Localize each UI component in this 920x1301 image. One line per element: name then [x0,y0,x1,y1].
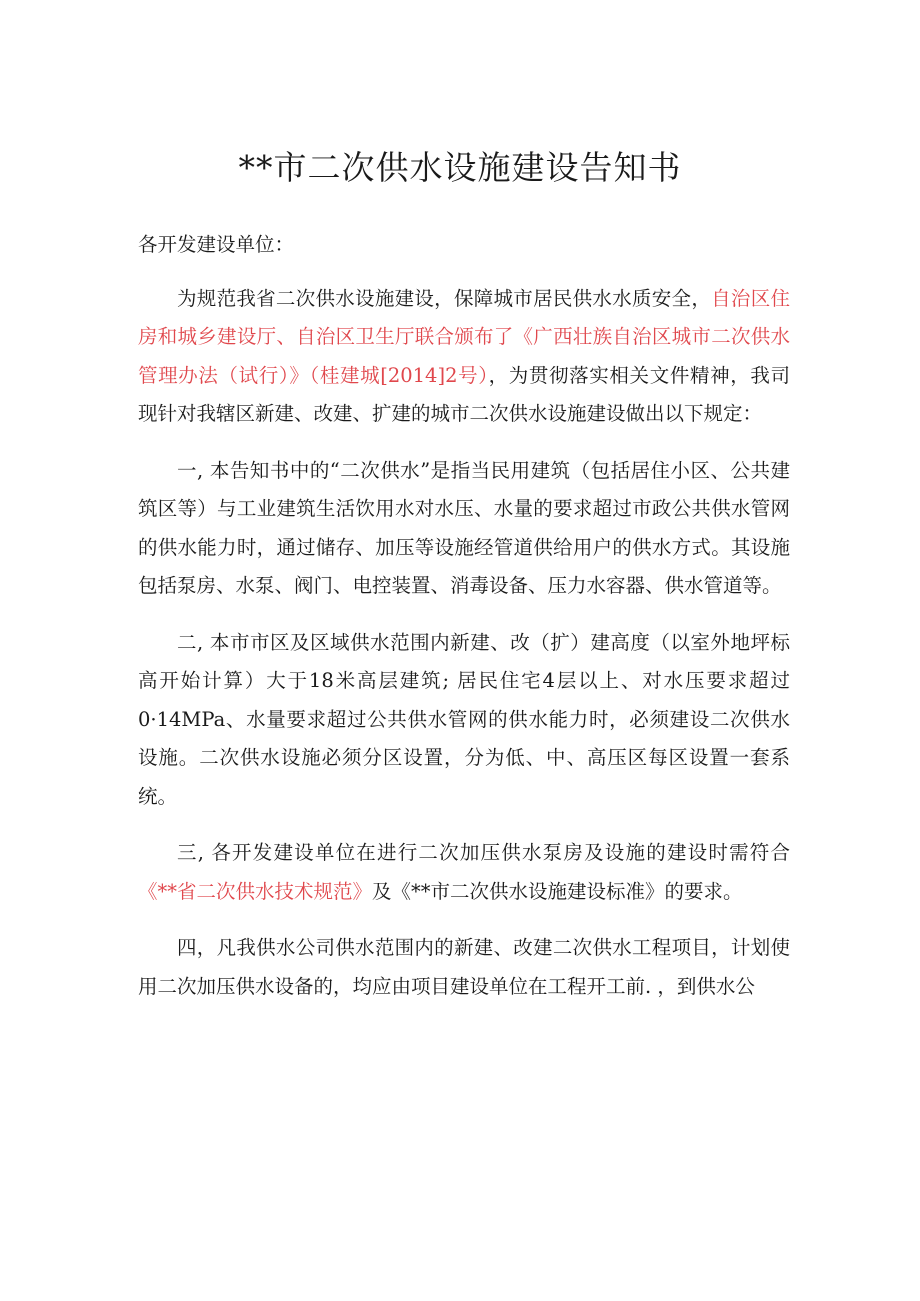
clause-3-text-2: 及《**市二次供水设施建设标准》的要求。 [372,879,743,903]
clause-4-text: 四，凡我供水公司供水范围内的新建、改建二次供水工程项目，计划使用二次加压供水设备的，均应由项目建设单位在工程开工前. ，到供水公 [138,936,790,998]
document-body [138,226,790,1024]
paragraph-clause-3 [138,834,790,911]
document-title: **市二次供水设施建设告知书 [238,148,682,187]
clause-2-text: 二, 本市市区及区域供水范围内新建、改（扩）建高度（以室外地坪标高开始计算）大于18米高层建筑; 居民住宅4层以上、对水压要求超过0·14MPa、水量要求超过公共供水管网的供水能力时，必须建设二次供水设施。二次供水设施必须分区设置，分为低、中、高压区每区设置一套系统。 [138,630,790,808]
paragraph-intro [138,280,790,434]
intro-text-2: ，为贯彻落实相关文件精神，我司现针对我辖区新建、改建、扩建的城市二次供水设施建设做出以下规定： [138,363,790,425]
clause-3-standard-reference: 《**省二次供水技术规范》 [138,879,373,903]
paragraph-clause-4 [138,929,790,1006]
intro-text-1: 为规范我省二次供水设施建设，保障城市居民供水水质安全， [177,286,712,310]
paragraph-clause-2 [138,624,790,817]
clause-1-text: 一, 本告知书中的“二次供水”是指当民用建筑（包括居住小区、公共建筑区等）与工业建筑生活饮用水对水压、水量的要求超过市政公共供水管网的供水能力时，通过储存、加压等设施经管道供给用户的供水方式。其设施包括泵房、水泵、阀门、电控装置、消毒设备、压力水容器、供水管道等。 [138,458,790,597]
clause-3-text-1: 三, 各开发建设单位在进行二次加压供水泵房及设施的建设时需符合 [177,841,790,864]
paragraph-clause-1 [138,452,790,606]
intro-regulation-reference: 自治区住房和城乡建设厅、自治区卫生厅联合颁布了《广西壮族自治区城市二次供水管理办法（试行）》（桂建城[2014]2号） [138,286,790,387]
salutation: 各开发建设单位： [138,233,295,256]
